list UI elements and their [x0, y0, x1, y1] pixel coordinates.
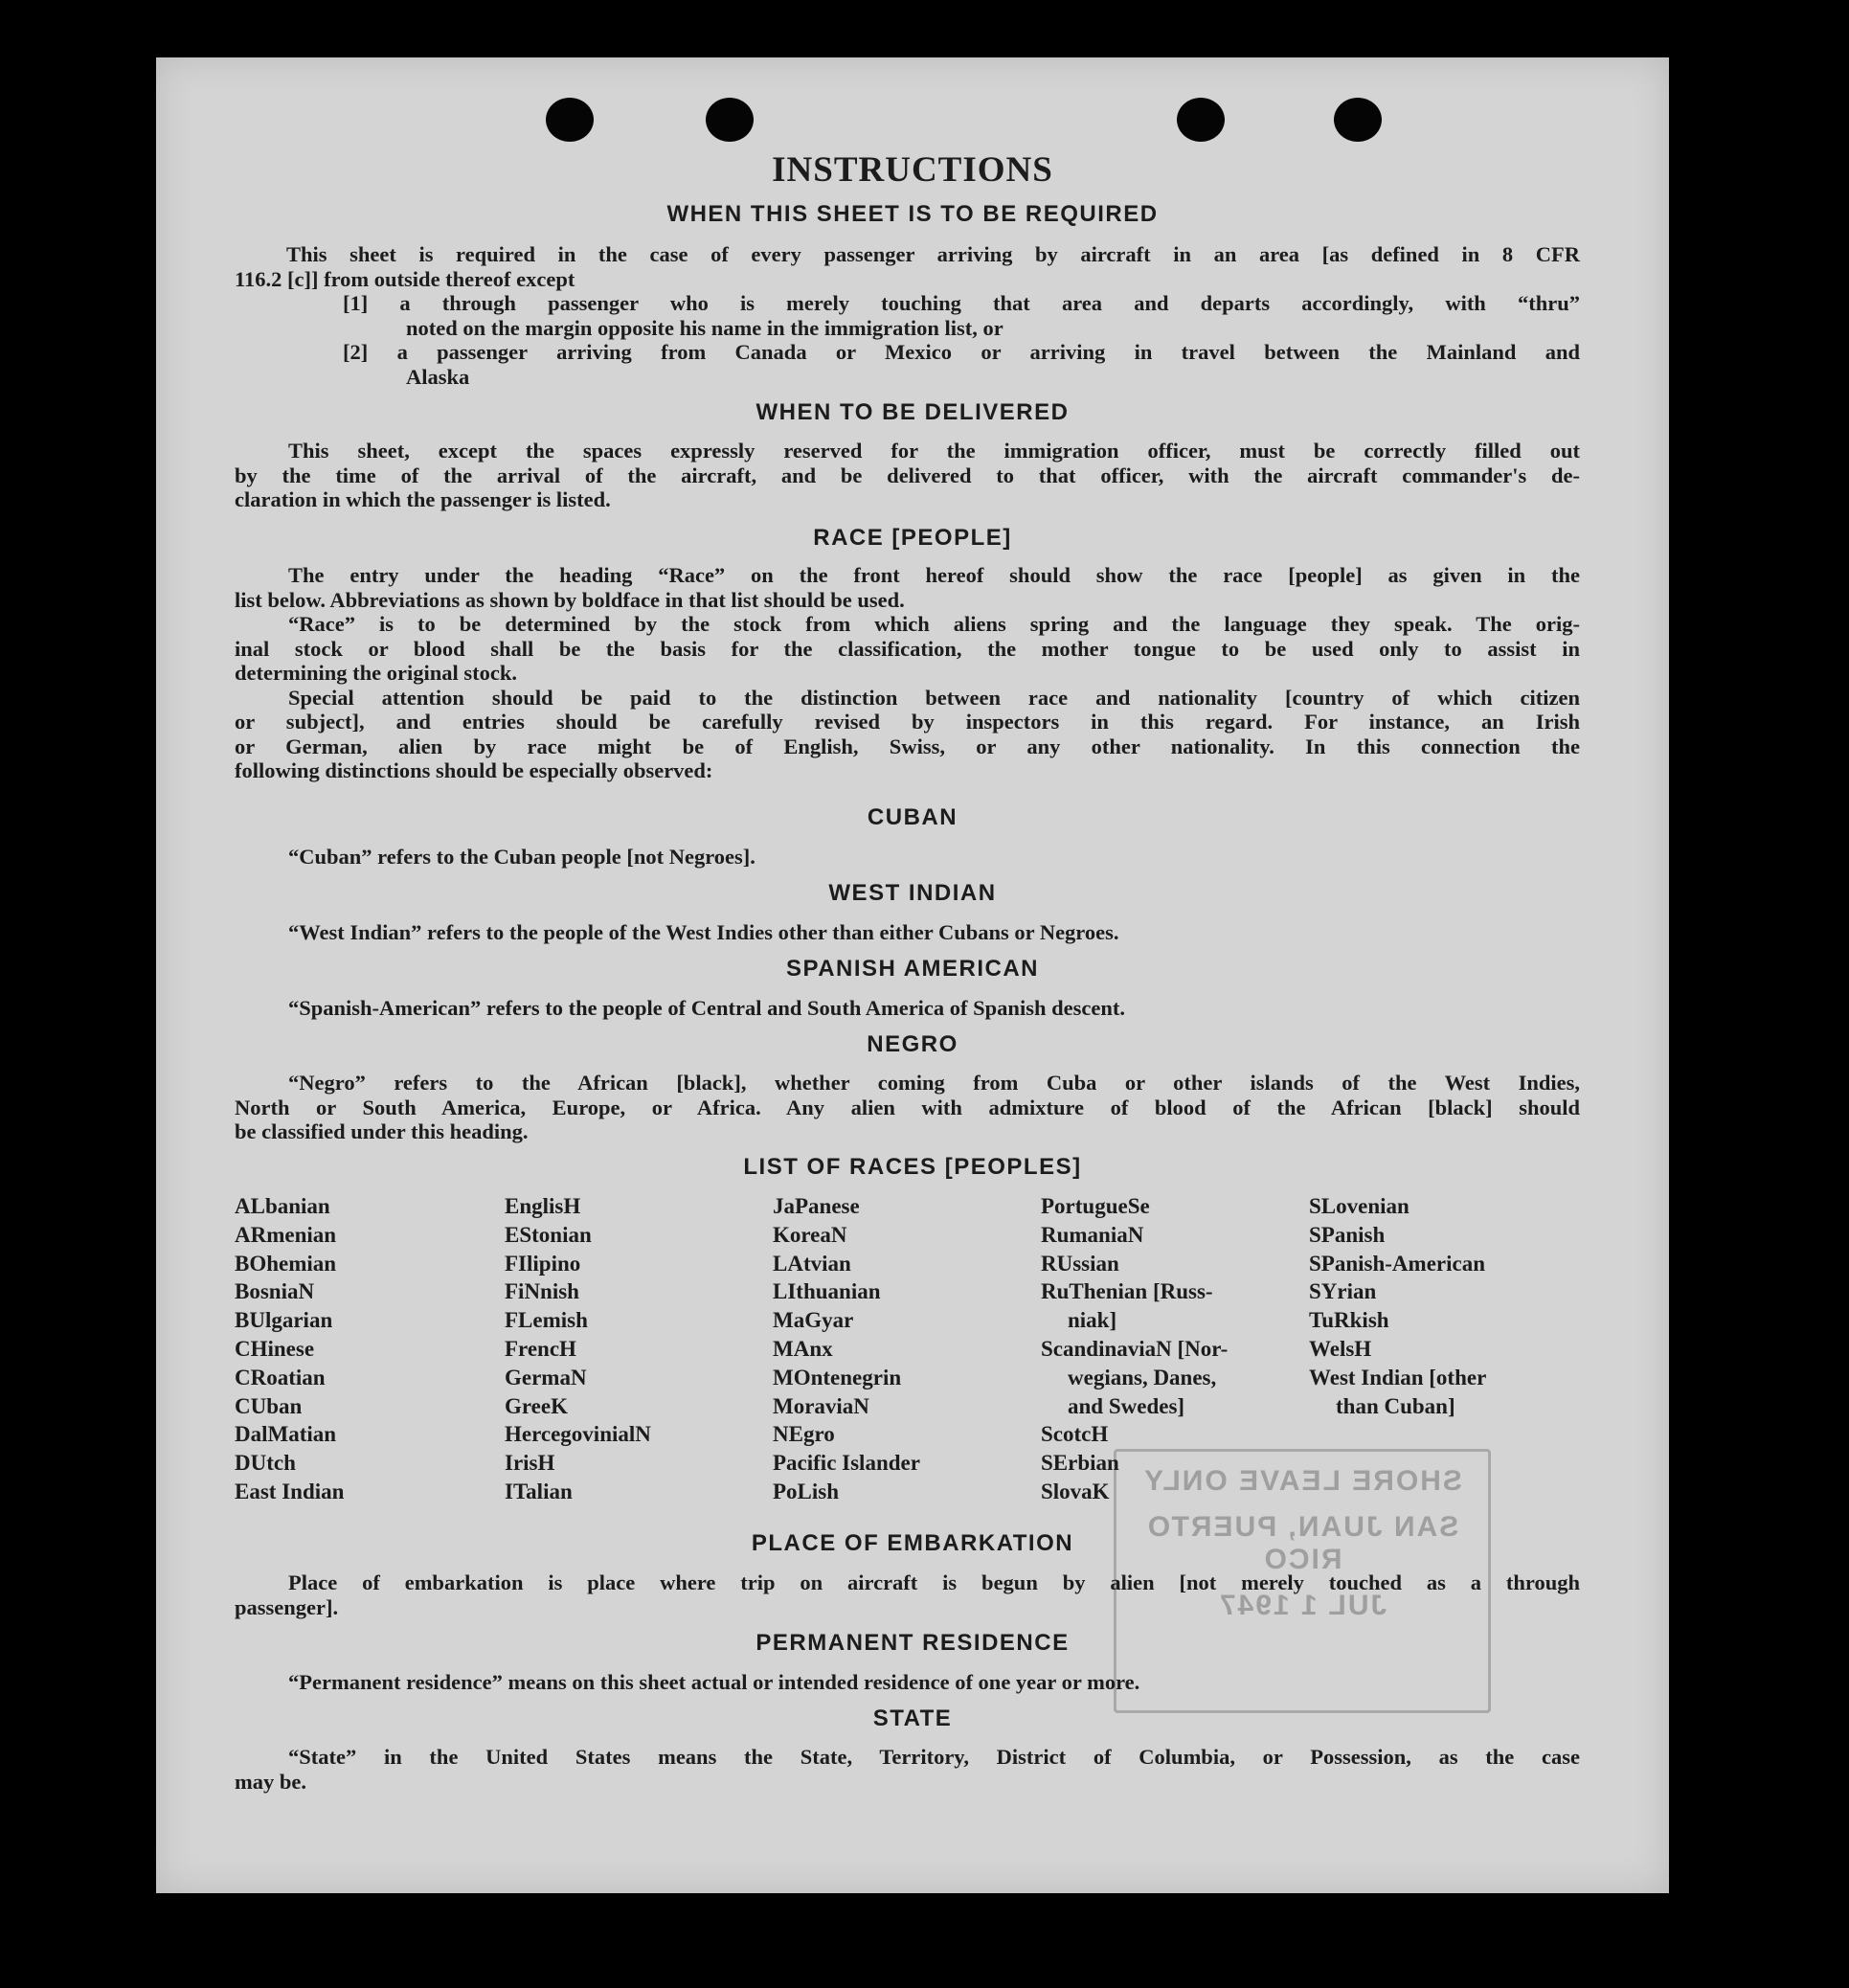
page-title: INSTRUCTIONS	[772, 150, 1053, 190]
race-item: NEgro	[773, 1422, 835, 1447]
race-item: BOhemian	[235, 1251, 337, 1276]
exception-item-1: [1] a through passenger who is merely touching that area and departs accordingly, with “thru” noted on the margin opposite his name in the immigration list, or	[343, 291, 1580, 340]
race-item: Pacific Islander	[773, 1451, 920, 1476]
section-spanish-american-text: “Spanish-American” refers to the people of Central and South America of Spanish descent.	[288, 996, 1125, 1020]
section-west-indian-text: “West Indian” refers to the people of the West Indies other than either Cubans or Negroes.	[288, 920, 1119, 944]
punch-hole	[1334, 98, 1382, 142]
race-item: SLovenian	[1309, 1194, 1409, 1218]
race-item: MaGyar	[773, 1308, 854, 1333]
race-item: SErbian	[1041, 1451, 1119, 1476]
section-embarkation-text: Place of embarkation is place where trip on aircraft is begun by alien [not merely touched as a through passenger].	[235, 1570, 1580, 1619]
race-item: ALbanian	[235, 1194, 330, 1218]
race-item: PortugueSe	[1041, 1194, 1150, 1218]
section-cuban-text: “Cuban” refers to the Cuban people [not Negroes].	[288, 845, 755, 869]
section-required-text: This sheet is required in the case of every passenger arriving by aircraft in an area [as defined in 8 CFR 116.2 [c]] from outside thereof except	[235, 242, 1580, 291]
punch-hole	[546, 98, 594, 142]
race-item: SlovaK	[1041, 1479, 1110, 1503]
section-delivered-text: This sheet, except the spaces expressly reserved for the immigration officer, must be correctly filled out by the time of the arrival of the aircraft, and be delivered to that officer, with the aircraft commander's de- claration in which the passenger is listed.	[235, 439, 1580, 511]
race-item: wegians, Danes,	[1068, 1365, 1217, 1389]
punch-hole	[1177, 98, 1225, 142]
race-item: CHinese	[235, 1336, 315, 1361]
race-item: MOntenegrin	[773, 1365, 902, 1389]
races-column-5	[1309, 1192, 1486, 1420]
exception-item-2: [2] a passenger arriving from Canada or Mexico or arriving in travel between the Mainland and Alaska	[343, 340, 1580, 389]
races-column-2	[505, 1192, 651, 1506]
race-item: TuRkish	[1309, 1308, 1389, 1333]
race-item: KoreaN	[773, 1222, 847, 1247]
race-item: RumaniaN	[1041, 1222, 1144, 1247]
races-column-1	[235, 1192, 344, 1506]
races-column-4	[1041, 1192, 1228, 1506]
race-item: RUssian	[1041, 1251, 1119, 1276]
race-item: than Cuban]	[1336, 1393, 1455, 1418]
race-item: DUtch	[235, 1451, 296, 1476]
race-item: BosniaN	[235, 1279, 315, 1304]
race-item: EnglisH	[505, 1194, 581, 1218]
punch-hole	[706, 98, 754, 142]
race-item: EStonian	[505, 1222, 592, 1247]
shore-leave-stamp: SHORE LEAVE ONLY SAN JUAN, PUERTO RICO JUL 1 1947	[1114, 1449, 1491, 1713]
race-item: and Swedes]	[1068, 1393, 1185, 1418]
section-heading-west-indian: WEST INDIAN	[828, 880, 997, 906]
section-heading-state: STATE	[872, 1706, 953, 1731]
section-heading-list-of-races: LIST OF RACES [PEOPLES]	[743, 1154, 1082, 1180]
race-item: ScandinaviaN [Nor-	[1041, 1336, 1229, 1361]
race-item: DalMatian	[235, 1422, 337, 1447]
section-heading-spanish-american: SPANISH AMERICAN	[785, 956, 1039, 982]
race-item: FLemish	[505, 1308, 588, 1333]
races-list	[235, 1192, 1594, 1508]
race-item: MAnx	[773, 1336, 833, 1361]
section-state-text: “State” in the United States means the State, Territory, District of Columbia, or Possession, as the case may be.	[235, 1745, 1580, 1794]
section-residence-text: “Permanent residence” means on this sheet actual or intended residence of one year or more.	[288, 1670, 1140, 1694]
section-heading-negro: NEGRO	[867, 1031, 958, 1057]
race-item: FiNnish	[505, 1279, 579, 1304]
race-item: LAtvian	[773, 1251, 851, 1276]
section-race-text: The entry under the heading “Race” on the front hereof should show the race [people] as given in the list below. Abbreviations as shown by boldface in that list should be used. “Race” is to be determined by the stock from which aliens spring and the language they speak. The orig- inal stock or blood shall be the basis for the classification, the mother tongue to be used only to assist in determining the original stock. Special attention should be paid to the distinction between race and nationality [country of which citizen or subject], and entries should be carefully revised by inspectors in this regard. For instance, an Irish or German, alien by race might be of English, Swiss, or any other nationality. In this connection the following distinctions should be especially observed:	[235, 563, 1580, 782]
race-item: SPanish-American	[1309, 1251, 1485, 1276]
race-item: PoLish	[773, 1479, 840, 1503]
race-item: FIlipino	[505, 1251, 581, 1276]
section-heading-cuban: CUBAN	[867, 804, 958, 830]
race-item: LIthuanian	[773, 1279, 881, 1304]
race-item: niak]	[1068, 1308, 1117, 1333]
document-page	[156, 57, 1669, 1893]
section-heading-delivered: WHEN TO BE DELIVERED	[755, 399, 1070, 425]
race-item: West Indian [other	[1309, 1365, 1487, 1389]
race-item: CRoatian	[235, 1365, 326, 1389]
race-item: WelsH	[1309, 1336, 1372, 1361]
race-item: ScotcH	[1041, 1422, 1109, 1447]
race-item: FrencH	[505, 1336, 576, 1361]
section-negro-text: “Negro” refers to the African [black], whether coming from Cuba or other islands of the West Indies, North or South America, Europe, or Africa. Any alien with admixture of blood of the African [black] should be classified under this heading.	[235, 1071, 1580, 1143]
race-item: East Indian	[235, 1479, 345, 1503]
race-item: GreeK	[505, 1393, 568, 1418]
race-item: GermaN	[505, 1365, 587, 1389]
races-column-3	[773, 1192, 920, 1506]
race-item: CUban	[235, 1393, 303, 1418]
race-item: IrisH	[505, 1451, 555, 1476]
race-item: HercegovinialN	[505, 1422, 651, 1447]
race-item: ITalian	[505, 1479, 573, 1503]
section-heading-race: RACE [PEOPLE]	[813, 525, 1012, 551]
race-item: SYrian	[1309, 1279, 1377, 1304]
race-item: JaPanese	[773, 1194, 860, 1218]
race-item: RuThenian [Russ-	[1041, 1279, 1213, 1304]
race-item: MoraviaN	[773, 1393, 869, 1418]
section-heading-embarkation: PLACE OF EMBARKATION	[751, 1530, 1074, 1556]
race-item: ARmenian	[235, 1222, 337, 1247]
section-heading-permanent-residence: PERMANENT RESIDENCE	[755, 1630, 1070, 1656]
race-item: BUlgarian	[235, 1308, 333, 1333]
race-item: SPanish	[1309, 1222, 1386, 1247]
section-heading-required: WHEN THIS SHEET IS TO BE REQUIRED	[666, 201, 1159, 227]
